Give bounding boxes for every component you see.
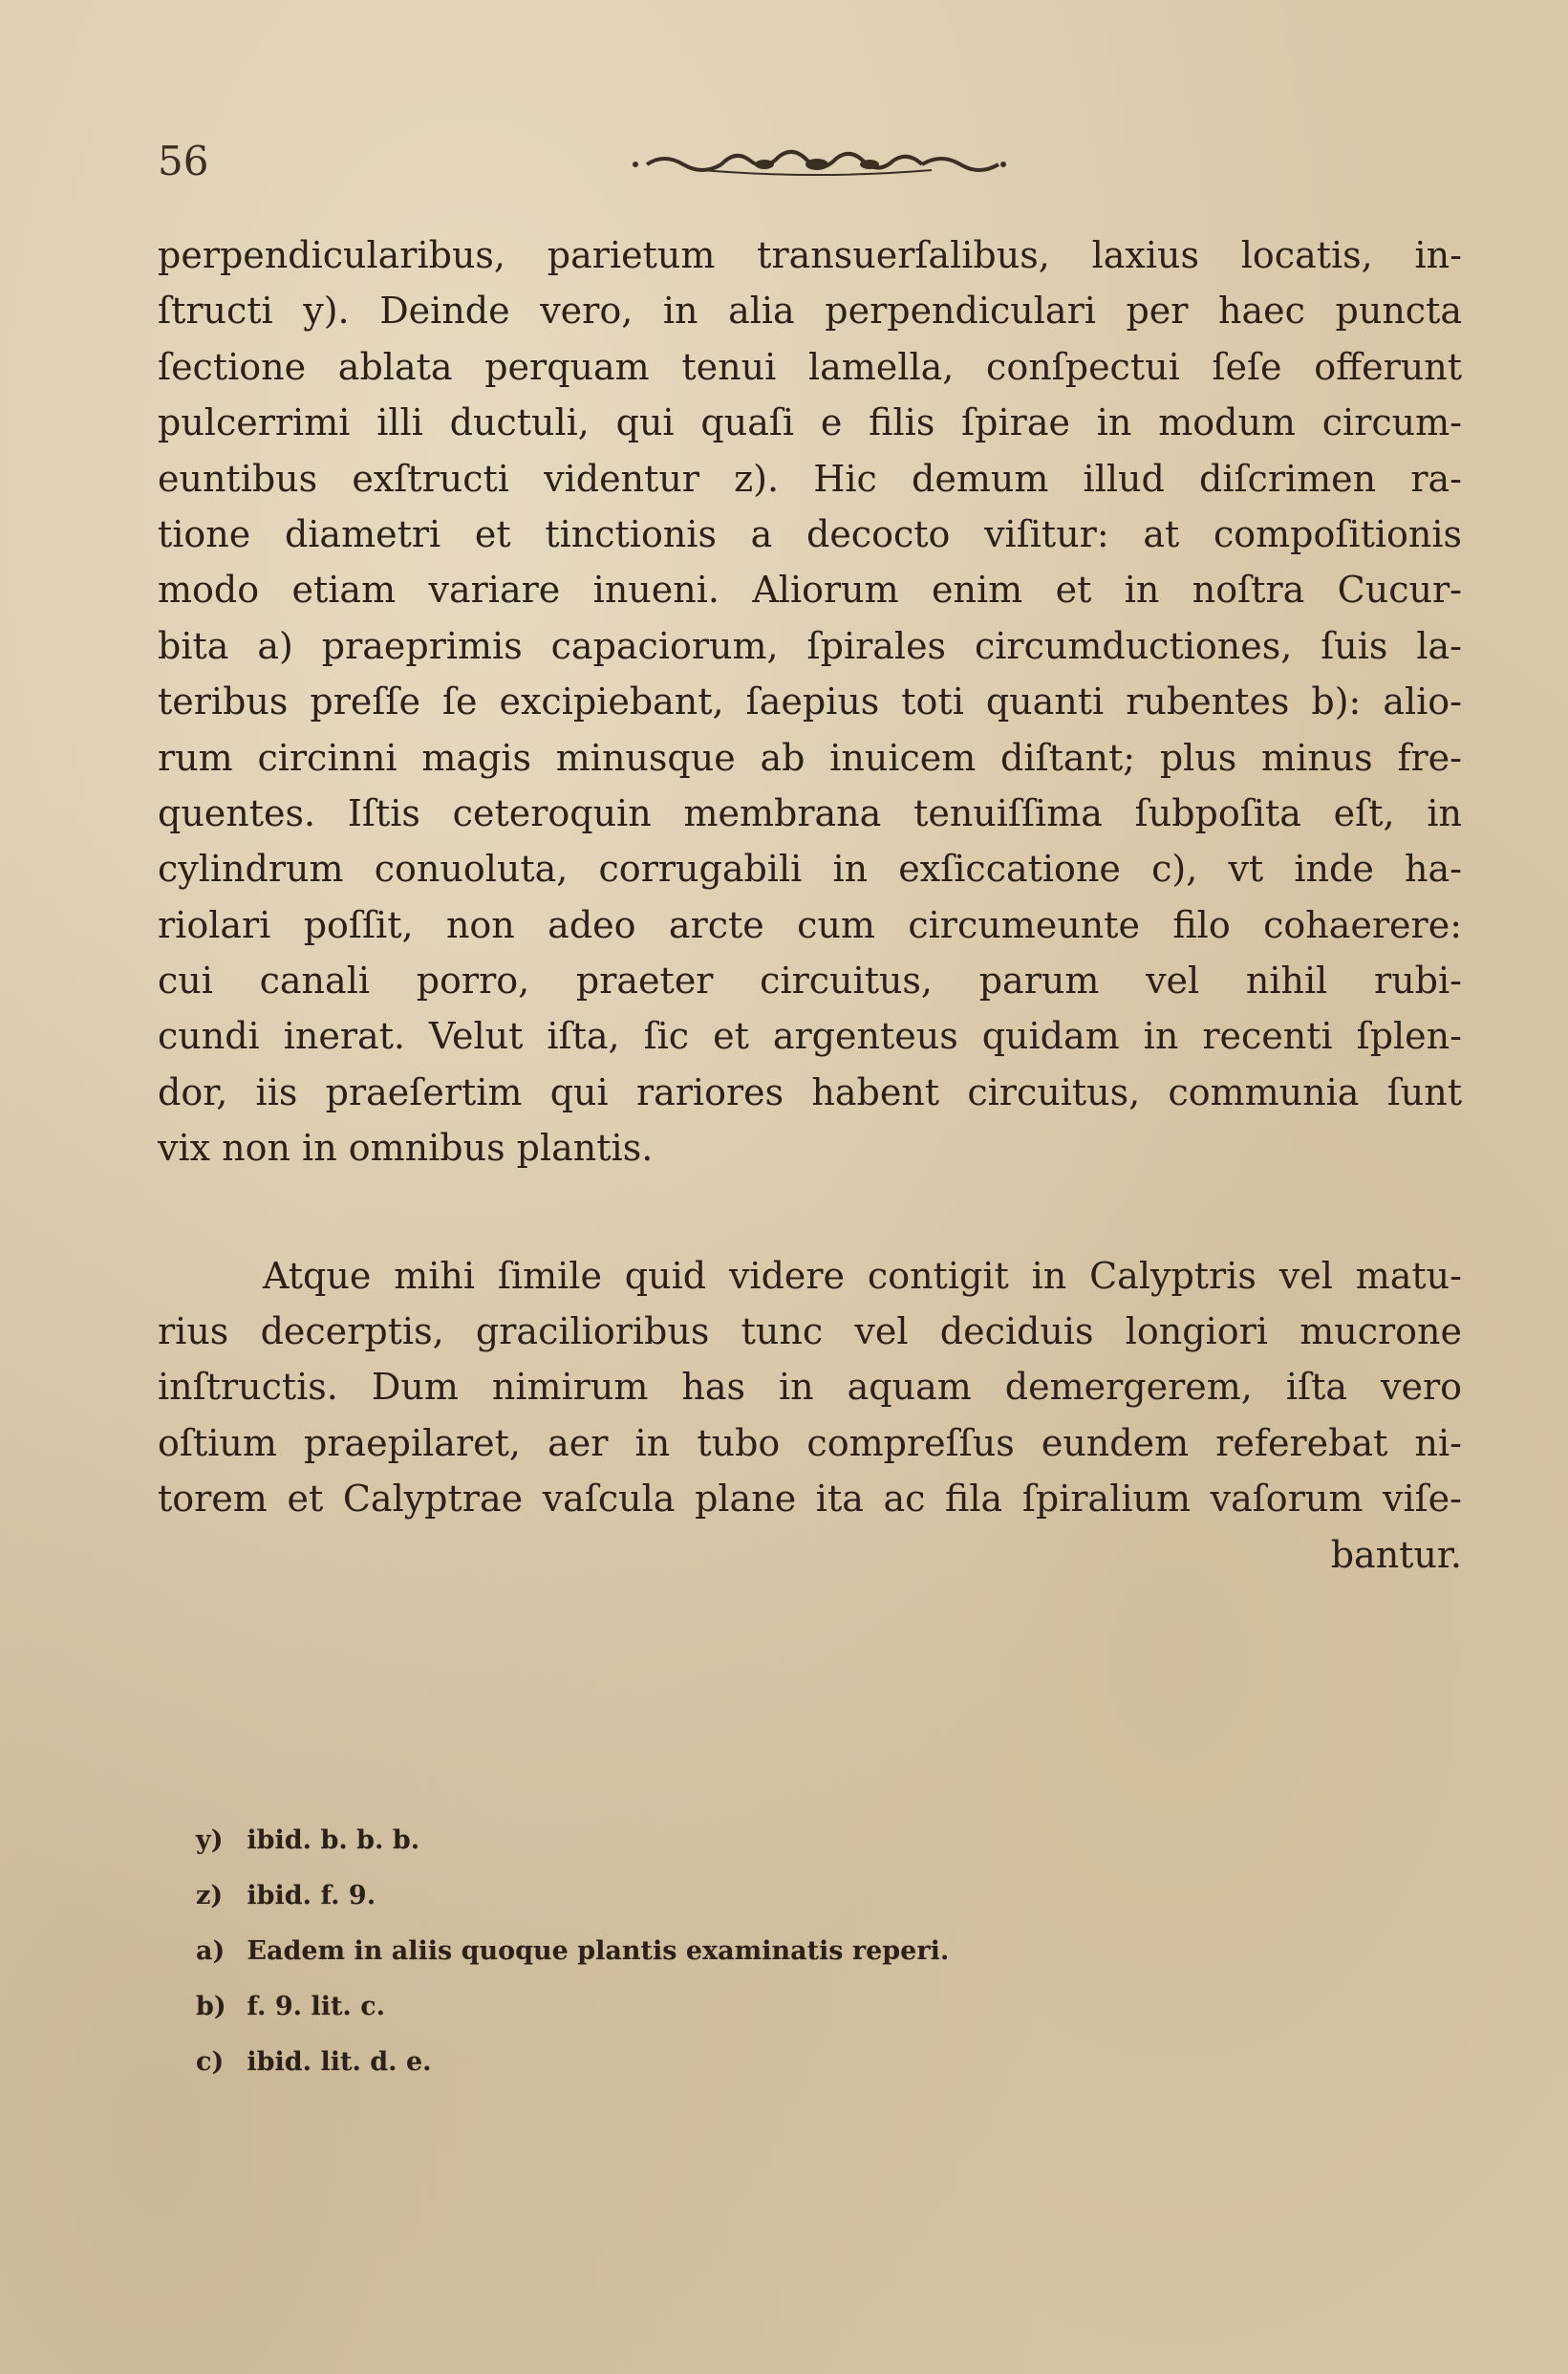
text-line: vix non in omnibus plantis. bbox=[158, 1127, 654, 1170]
text-line: Atque mihi ſimile quid videre contigit in Calyptris vel matu- bbox=[263, 1254, 1462, 1297]
footnote-text: ibid. b. b. b. bbox=[247, 1825, 420, 1855]
footnote bbox=[196, 1868, 1247, 1924]
text-line: quentes. Iſtis ceteroquin membrana tenuiſſima ſubpoſita eſt, in bbox=[158, 791, 1462, 834]
text-line: cui canali porro, praeter circuitus, parum vel nihil rubi- bbox=[158, 960, 1462, 1003]
text-line: perpendicularibus, parietum transuerſalibus, laxius locatis, in- bbox=[158, 234, 1462, 276]
paragraph-1 bbox=[158, 227, 1462, 1176]
text-line: rius decerptis, gracilioribus tunc vel deciduis longiori mucrone bbox=[158, 1310, 1462, 1353]
text-line: oſtium praepilaret, aer in tubo compreſſus eundem referebat ni- bbox=[158, 1421, 1462, 1464]
footnote-text: Eadem in aliis quoque plantis examinatis reperi. bbox=[247, 1936, 950, 1966]
footnote bbox=[196, 2035, 1247, 2090]
page-number: 56 bbox=[158, 138, 209, 184]
text-line: bita a) praeprimis capaciorum, ſpirales circumductiones, ſuis la- bbox=[158, 624, 1462, 667]
text-line: rum circinni magis minusque ab inuicem diſtant; plus minus fre- bbox=[158, 736, 1462, 779]
footnote-mark: c) bbox=[196, 2047, 225, 2077]
footnote-text: ibid. lit. d. e. bbox=[247, 2047, 432, 2077]
footnote bbox=[196, 1979, 1247, 2035]
text-line: cylindrum conuoluta, corrugabili in exſiccatione c), vt inde ha- bbox=[158, 848, 1462, 891]
text-line: dor, iis praeſertim qui rariores habent circuitus, communia ſunt bbox=[158, 1070, 1462, 1113]
text-line: riolari poſſit, non adeo arcte cum circumeunte filo cohaerere: bbox=[158, 903, 1462, 946]
footnote-text: ibid. f. 9. bbox=[247, 1881, 376, 1910]
text-line: pulcerrimi illi ductuli, qui quaſi e filis ſpirae in modum circum- bbox=[158, 401, 1462, 444]
footnote-mark: y) bbox=[196, 1825, 224, 1855]
paragraph-spacer bbox=[158, 1176, 1462, 1248]
footnote bbox=[196, 1813, 1247, 1868]
text-line: cundi inerat. Velut iſta, ſic et argenteus quidam in recenti ſplen- bbox=[158, 1015, 1462, 1058]
text-line: inſtructis. Dum nimirum has in aquam demergerem, iſta vero bbox=[158, 1366, 1462, 1409]
text-line: modo etiam variare inueni. Aliorum enim et in noſtra Cucur- bbox=[158, 569, 1462, 612]
footnote-mark: a) bbox=[196, 1936, 226, 1966]
text-line: teribus preſſe ſe excipiebant, ſaepius toti quanti rubentes b): alio- bbox=[158, 680, 1462, 723]
text-line: euntibus exſtructi videntur z). Hic demum illud diſcrimen ra- bbox=[158, 457, 1462, 500]
footnote bbox=[196, 1924, 1247, 1979]
text-line: bantur. bbox=[1330, 1533, 1462, 1576]
footnotes bbox=[196, 1813, 1247, 2090]
text-line: torem et Calyptrae vaſcula plane ita ac fila ſpiralium vaſorum viſe- bbox=[158, 1478, 1462, 1521]
footnote-mark: b) bbox=[196, 1992, 226, 2021]
footnote-text: f. 9. lit. c. bbox=[247, 1992, 386, 2021]
text-line: tione diametri et tinctionis a decocto viſitur: at compoſitionis bbox=[158, 512, 1462, 555]
decorative-scroll-ornament-icon bbox=[626, 143, 1008, 182]
paragraph-2 bbox=[158, 1248, 1462, 1583]
main-text bbox=[158, 227, 1462, 1583]
text-line: ſtructi y). Deinde vero, in alia perpendiculari per haec puncta bbox=[158, 290, 1462, 333]
footnote-mark: z) bbox=[196, 1881, 224, 1910]
text-line: ſectione ablata perquam tenui lamella, conſpectui ſeſe offerunt bbox=[158, 345, 1462, 388]
